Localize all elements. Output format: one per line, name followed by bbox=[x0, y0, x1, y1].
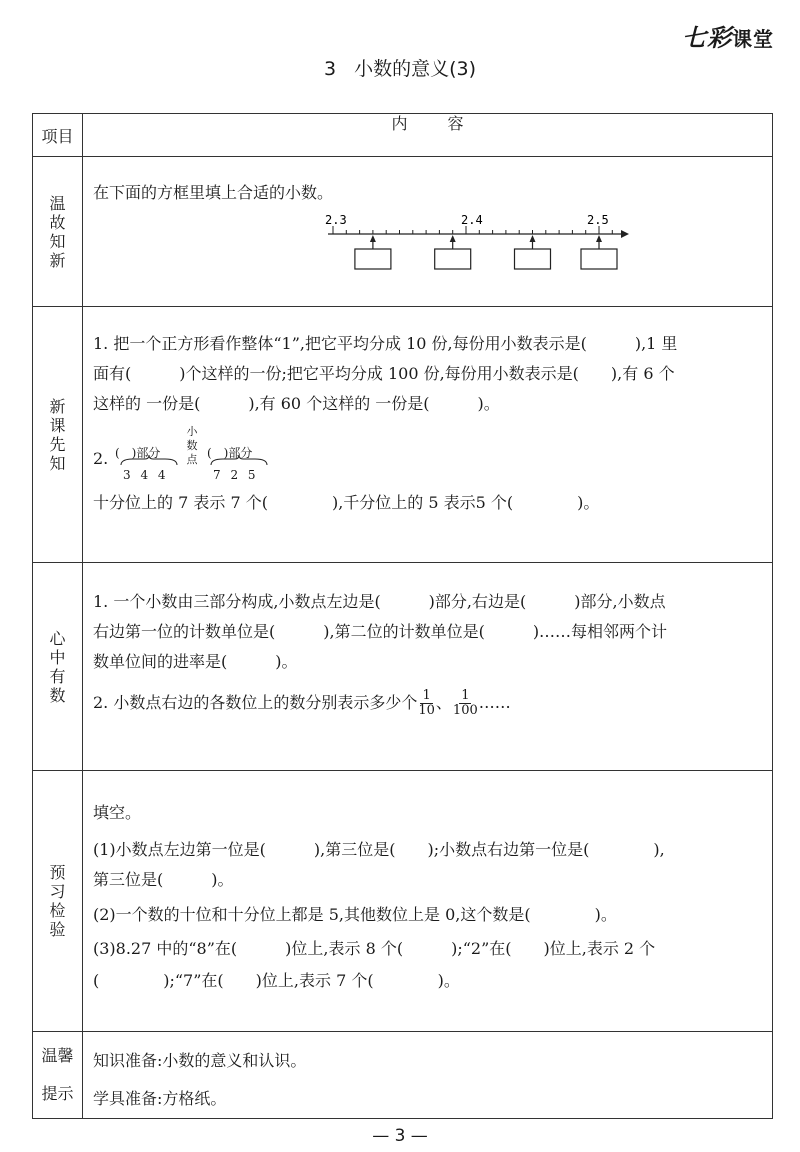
exercises bbox=[83, 771, 772, 997]
header-item: 项目 bbox=[41, 126, 74, 146]
question-1 bbox=[83, 563, 772, 677]
exercise-2: (2)一个数的十位和十分位上都是 5,其他数位上是 0,这个数是( )。 bbox=[93, 905, 617, 924]
decimal-digits: 7 2 5 bbox=[213, 468, 259, 482]
section-label-cell bbox=[33, 771, 83, 1032]
separator: 、 bbox=[435, 693, 452, 712]
question-2-text: 2. 小数点右边的各数位上的数分别表示多少个 bbox=[93, 693, 418, 712]
question-1-line: 面有( )个这样的一份;把它平均分成 100 份,每份用小数表示是( ),有 6 个 bbox=[93, 364, 675, 383]
section-content bbox=[83, 307, 773, 563]
section-check bbox=[33, 771, 773, 1032]
pointer-arrowhead bbox=[530, 235, 536, 242]
tips bbox=[83, 1032, 772, 1118]
instruction: 在下面的方框里填上合适的小数。 bbox=[93, 183, 334, 202]
section-content bbox=[83, 771, 773, 1032]
tip-tools: 学具准备:方格纸。 bbox=[93, 1089, 227, 1108]
tick-label: 2.3 bbox=[325, 213, 347, 227]
section-label: 温馨提示 bbox=[41, 1046, 74, 1103]
answer-box[interactable] bbox=[355, 249, 391, 269]
decimal-point-label: 小数点 bbox=[186, 425, 198, 466]
section-label-cell bbox=[33, 157, 83, 307]
decimal-part-label: ( )部分 bbox=[207, 446, 253, 460]
pointer-arrowhead bbox=[450, 235, 456, 242]
header-content-cell bbox=[83, 114, 773, 157]
answer-box[interactable] bbox=[435, 249, 471, 269]
lesson-number: 3 bbox=[323, 58, 337, 80]
exercise-line: ( );“7”在( )位上,表示 7 个( )。 bbox=[93, 971, 460, 990]
lesson-title: 小数的意义(3) bbox=[354, 58, 476, 80]
header-item-cell bbox=[33, 114, 83, 157]
section-content bbox=[83, 157, 773, 307]
numerator: 1 bbox=[422, 688, 431, 703]
exercise-1 bbox=[93, 835, 764, 895]
number-line-ticks bbox=[333, 226, 612, 234]
answer-box[interactable] bbox=[581, 249, 617, 269]
section-review bbox=[33, 157, 773, 307]
integer-digits: 3 4 4 bbox=[123, 468, 169, 482]
section-label: 心中有数 bbox=[49, 628, 66, 705]
numerator: 1 bbox=[461, 688, 470, 703]
question-2 bbox=[83, 689, 772, 718]
pointer-arrowhead bbox=[370, 235, 376, 242]
answer-box[interactable] bbox=[515, 249, 551, 269]
table-header-row bbox=[33, 114, 773, 157]
fraction-hundredth bbox=[453, 689, 478, 718]
section-label-cell bbox=[33, 563, 83, 771]
number-line-arrow bbox=[621, 230, 629, 238]
section-label: 新课先知 bbox=[49, 396, 66, 473]
tick-label: 2.4 bbox=[461, 213, 483, 227]
section-label-cell bbox=[33, 307, 83, 563]
exercise-line: (1)小数点左边第一位是( ),第三位是( );小数点右边第一位是( ), bbox=[93, 840, 665, 859]
exercise-3 bbox=[93, 933, 764, 997]
page-title bbox=[0, 54, 800, 81]
number-line bbox=[83, 209, 800, 279]
question-1-line: 数单位间的进率是( )。 bbox=[93, 652, 298, 671]
denominator: 100 bbox=[452, 703, 478, 718]
integer-part-label: ( )部分 bbox=[115, 446, 161, 460]
ellipsis: …… bbox=[478, 693, 511, 712]
question-2-text: 十分位上的 7 表示 7 个( ),千分位上的 5 表示5 个( )。 bbox=[93, 493, 600, 512]
fraction-tenth bbox=[418, 689, 435, 718]
section-understanding bbox=[33, 563, 773, 771]
section-content bbox=[83, 1032, 773, 1119]
brace-right bbox=[209, 455, 269, 467]
section-label-cell bbox=[33, 1032, 83, 1119]
tip-knowledge: 知识准备:小数的意义和认识。 bbox=[93, 1051, 307, 1070]
denominator: 10 bbox=[418, 703, 435, 718]
section-content bbox=[83, 563, 773, 771]
tick-label: 2.5 bbox=[587, 213, 609, 227]
section-tips bbox=[33, 1032, 773, 1119]
question-1-line: 右边第一位的计数单位是( ),第二位的计数单位是( )……每相邻两个计 bbox=[93, 622, 668, 641]
exercise-line: 第三位是( )。 bbox=[93, 870, 234, 889]
question-2-number: 2. bbox=[93, 449, 109, 468]
answer-boxes bbox=[355, 235, 617, 269]
decimal-structure bbox=[83, 425, 772, 489]
page-number: — 3 — bbox=[372, 1126, 428, 1146]
question-1-line: 1. 一个小数由三部分构成,小数点左边是( )部分,右边是( )部分,小数点 bbox=[93, 592, 666, 611]
section-label: 温故知新 bbox=[49, 193, 66, 270]
question-1-line: 这样的 一份是( ),有 60 个这样的 一份是( )。 bbox=[93, 394, 500, 413]
section-preview bbox=[33, 307, 773, 563]
brand-logo-sub: 课堂 bbox=[732, 27, 774, 51]
brand-logo bbox=[682, 18, 774, 53]
worksheet-table bbox=[32, 113, 773, 1119]
brace-left bbox=[119, 455, 179, 467]
pointer-arrowhead bbox=[596, 235, 602, 242]
header-content: 内容 bbox=[391, 114, 504, 133]
question-1-line: 1. 把一个正方形看作整体“1”,把它平均分成 10 份,每份用小数表示是( ),1 里 bbox=[93, 334, 678, 353]
exercise-intro: 填空。 bbox=[93, 803, 142, 822]
question-1 bbox=[83, 307, 772, 419]
section-label: 预习检验 bbox=[49, 863, 66, 939]
brand-logo-main: 七彩 bbox=[682, 24, 732, 52]
exercise-line: (3)8.27 中的“8”在( )位上,表示 8 个( );“2”在( )位上,表示 2 个 bbox=[93, 939, 656, 958]
